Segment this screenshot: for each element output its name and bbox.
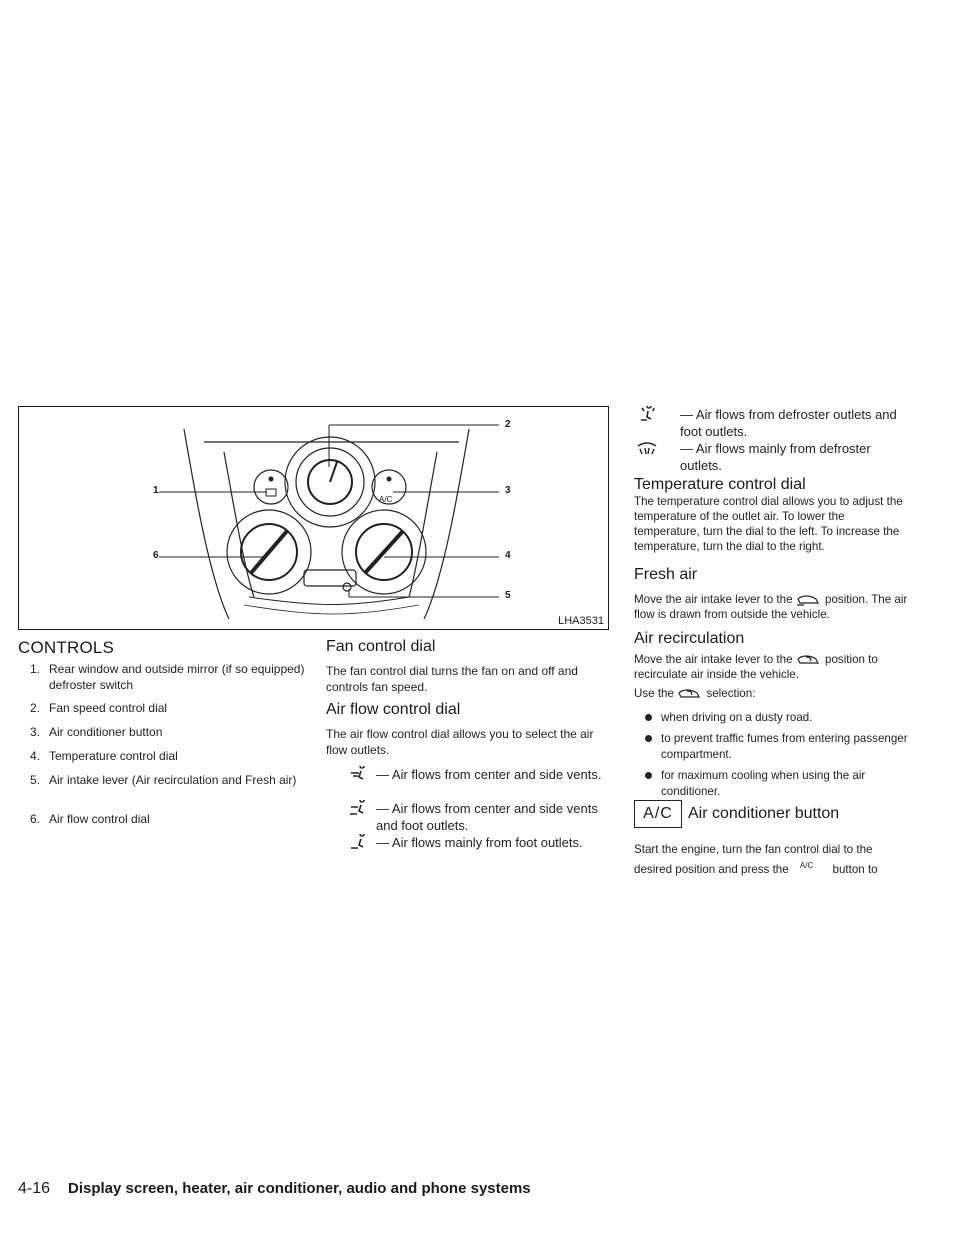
recirc-body: Move the air intake lever to the position to recirculate air inside the vehicle. xyxy=(634,653,878,681)
recirc-use-line: Use the selection: xyxy=(634,687,756,700)
fresh-body: Move the air intake lever to the position. The air flow is drawn from outside the vehicle. xyxy=(634,593,908,621)
callout-6: 6 xyxy=(153,550,159,561)
airflow-body: The air flow control dial allows you to select the air flow outlets. xyxy=(326,727,594,757)
vent-face-foot-icon xyxy=(348,800,370,817)
list-item: 4. Temperature control dial xyxy=(30,749,178,763)
ac-body: Start the engine, turn the fan control dial to the desired position and press the $^{A/C}$ button to xyxy=(634,843,878,876)
controls-figure xyxy=(18,406,609,630)
ac-inline-label: A/C xyxy=(799,861,814,870)
bullet-icon xyxy=(645,772,652,779)
fresh-air-icon xyxy=(796,593,822,607)
page-footer-title: Display screen, heater, air conditioner, audio and phone systems xyxy=(68,1180,531,1197)
ac-button-icon: A/C xyxy=(634,800,682,828)
airflow-mode-face: — Air flows from center and side vents. xyxy=(348,766,610,783)
airflow-mode-face-foot: — Air flows from center and side vents and foot outlets. xyxy=(348,800,610,834)
fan-body: The fan control dial turns the fan on and off and controls fan speed. xyxy=(326,664,578,694)
list-item: for maximum cooling when using the air conditioner. xyxy=(645,768,910,799)
airflow-mode-foot: — Air flows mainly from foot outlets. xyxy=(348,834,610,851)
defrost-icon xyxy=(636,440,658,457)
airflow-mode-defrost: — Air flows mainly from defroster outlets. xyxy=(634,440,914,474)
hvac-panel-illustration xyxy=(19,407,610,631)
callout-5: 5 xyxy=(505,590,511,601)
temperature-heading: Temperature control dial xyxy=(634,476,806,493)
list-item: 5. Air intake lever (Air recirculation and Fresh air) xyxy=(30,773,297,787)
defrost-foot-icon xyxy=(638,406,660,423)
page-number: 4-16 xyxy=(18,1180,51,1197)
bullet-icon xyxy=(645,714,652,721)
fresh-heading: Fresh air xyxy=(634,566,698,583)
list-item: 3. Air conditioner button xyxy=(30,725,163,739)
callout-4: 4 xyxy=(505,550,511,561)
figure-code: LHA3531 xyxy=(558,615,604,627)
recirculation-icon xyxy=(677,687,703,701)
airflow-mode-defrost-foot: — Air flows from defroster outlets and foot outlets. xyxy=(634,406,914,440)
callout-1: 1 xyxy=(153,485,159,496)
list-item: 6. Air flow control dial xyxy=(30,812,150,826)
list-item: 1. Rear window and outside mirror (if so equipped) defroster switch xyxy=(30,662,305,692)
fan-heading: Fan control dial xyxy=(326,638,436,655)
vent-foot-icon xyxy=(348,834,370,851)
list-item: when driving on a dusty road. xyxy=(645,710,910,726)
recirc-heading: Air recirculation xyxy=(634,630,745,647)
airflow-heading: Air flow control dial xyxy=(326,701,461,718)
ac-heading: Air conditioner button xyxy=(688,805,840,822)
recirculation-icon xyxy=(796,653,822,667)
temperature-body: The temperature control dial allows you to adjust the temperature of the outlet air. To lower the temperature, turn the dial to the left. To increase the temperature, turn the dial to the right. xyxy=(634,495,903,553)
controls-heading: CONTROLS xyxy=(18,638,115,657)
ac-button-label: A/C xyxy=(379,495,393,504)
list-item: to prevent traffic fumes from entering passenger compartment. xyxy=(645,731,910,762)
list-item: 2. Fan speed control dial xyxy=(30,701,168,715)
callout-3: 3 xyxy=(505,485,511,496)
vent-face-icon xyxy=(348,766,370,783)
callout-2: 2 xyxy=(505,419,511,430)
bullet-icon xyxy=(645,735,652,742)
